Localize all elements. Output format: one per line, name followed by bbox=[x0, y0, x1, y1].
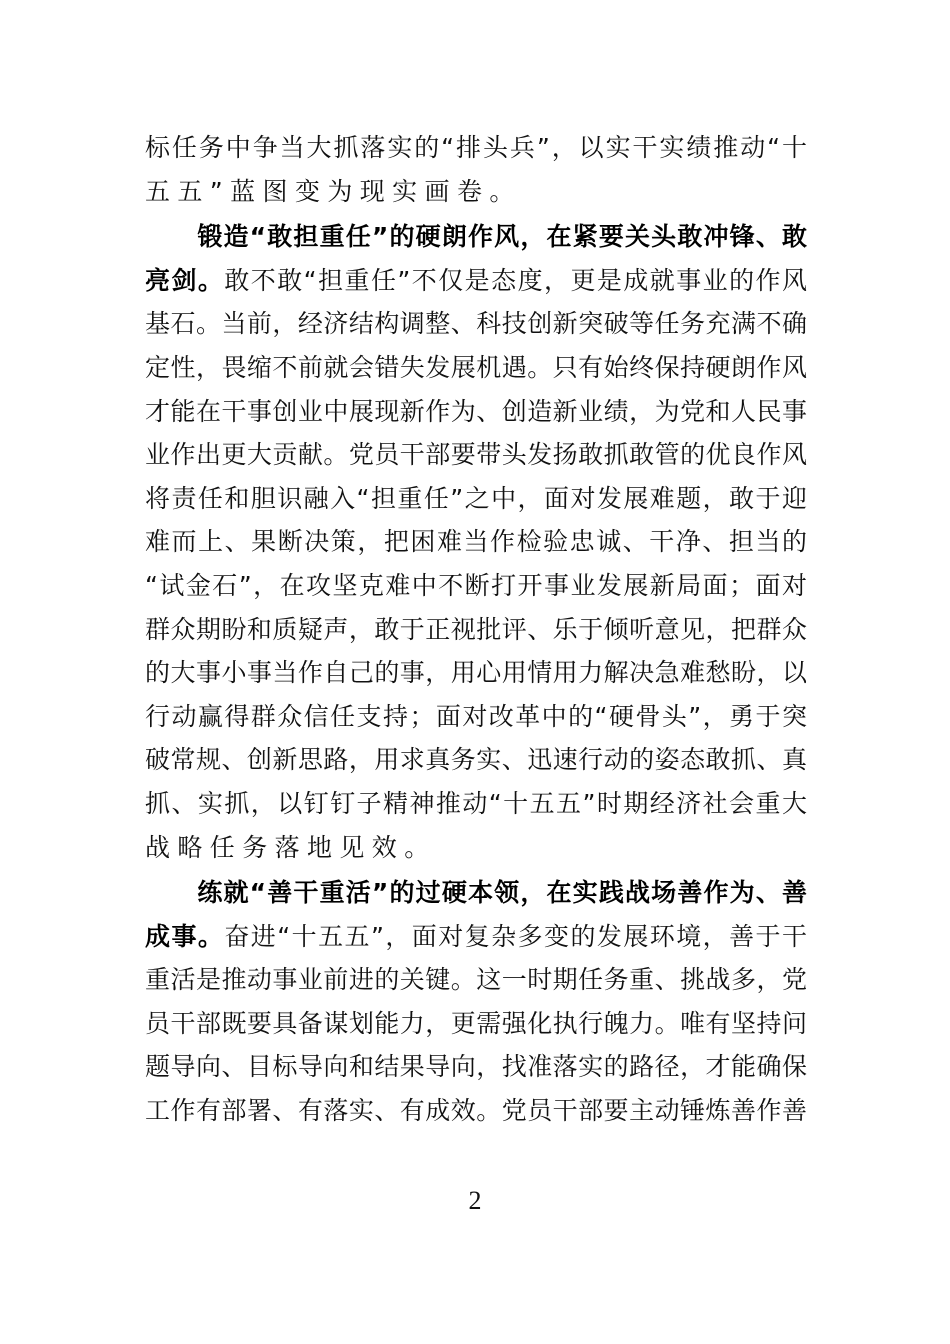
text-line bbox=[145, 738, 807, 782]
text-line bbox=[145, 564, 807, 608]
text-line bbox=[145, 958, 807, 1002]
text-line bbox=[145, 433, 807, 477]
body-text: 的大事小事当作自己的事，用心用情用力解决急难愁盼，以 bbox=[145, 658, 807, 688]
text-line bbox=[145, 1045, 807, 1089]
text-line bbox=[145, 259, 807, 303]
text-line bbox=[145, 915, 807, 959]
body-text: 基石。当前，经济结构调整、科技创新突破等任务充满不确 bbox=[145, 309, 807, 339]
body-text: 抓、实抓，以钉钉子精神推动“十五五”时期经济社会重大 bbox=[145, 788, 807, 818]
text-line bbox=[145, 302, 807, 346]
body-text: “试金石”，在攻坚克难中不断打开事业发展新局面；面对 bbox=[145, 570, 807, 600]
text-line bbox=[145, 1089, 807, 1133]
body-text: 破常规、创新思路，用求真务实、迅速行动的姿态敢抓、真 bbox=[145, 745, 807, 775]
bold-heading-text: 锻造“敢担重任”的硬朗作风，在紧要关头敢冲锋、敢 bbox=[145, 222, 807, 252]
text-line bbox=[145, 695, 807, 739]
text-line bbox=[145, 782, 807, 826]
body-text: 敢不敢“担重任”不仅是态度，更是成就事业的作风 bbox=[224, 265, 807, 295]
paragraph bbox=[145, 126, 807, 213]
paragraph bbox=[145, 871, 807, 1133]
body-text: 才能在干事创业中展现新作为、创造新业绩，为党和人民事 bbox=[145, 396, 807, 426]
text-line bbox=[145, 346, 807, 390]
body-text: 标任务中争当大抓落实的“排头兵”，以实干实绩推动“十 bbox=[145, 133, 807, 162]
text-line bbox=[145, 170, 807, 214]
document-body bbox=[145, 126, 807, 1133]
body-text: 奋进“十五五”，面对复杂多变的发展环境，善于干 bbox=[224, 921, 807, 951]
body-text: 战略任务落地见效。 bbox=[145, 832, 437, 862]
body-text: 行动赢得群众信任支持；面对改革中的“硬骨头”，勇于突 bbox=[145, 701, 807, 731]
body-text: 重活是推动事业前进的关键。这一时期任务重、挑战多，党 bbox=[145, 965, 807, 995]
body-text: 业作出更大贡献。党员干部要带头发扬敢抓敢管的优良作风 bbox=[145, 440, 807, 470]
text-line bbox=[145, 608, 807, 652]
body-text: 难而上、果断决策，把困难当作检验忠诚、干净、担当的 bbox=[145, 527, 807, 557]
body-text: 五五”蓝图变为现实画卷。 bbox=[145, 176, 522, 206]
text-line bbox=[145, 520, 807, 564]
body-text: 定性，畏缩不前就会错失发展机遇。只有始终保持硬朗作风 bbox=[145, 352, 807, 382]
bold-heading-text: 练就“善干重活”的过硬本领，在实践战场善作为、善 bbox=[145, 878, 807, 908]
text-line bbox=[145, 390, 807, 434]
body-text: 群众期盼和质疑声，敢于正视批评、乐于倾听意见，把群众 bbox=[145, 614, 807, 644]
text-line bbox=[145, 871, 807, 915]
text-line bbox=[145, 126, 807, 170]
paragraph bbox=[145, 215, 807, 869]
text-line bbox=[145, 826, 807, 870]
text-line bbox=[145, 477, 807, 521]
text-line bbox=[145, 651, 807, 695]
page-number: 2 bbox=[468, 1186, 482, 1215]
bold-heading-text: 成事。 bbox=[145, 921, 225, 951]
text-line bbox=[145, 215, 807, 259]
body-text: 工作有部署、有落实、有成效。党员干部要主动锤炼善作善 bbox=[145, 1096, 807, 1126]
body-text: 题导向、目标导向和结果导向，找准落实的路径，才能确保 bbox=[145, 1052, 807, 1082]
body-text: 将责任和胆识融入“担重任”之中，面对发展难题，敢于迎 bbox=[145, 483, 807, 513]
bold-heading-text: 亮剑。 bbox=[145, 265, 225, 295]
text-line bbox=[145, 1002, 807, 1046]
body-text: 员干部既要具备谋划能力，更需强化执行魄力。唯有坚持问 bbox=[145, 1008, 807, 1038]
